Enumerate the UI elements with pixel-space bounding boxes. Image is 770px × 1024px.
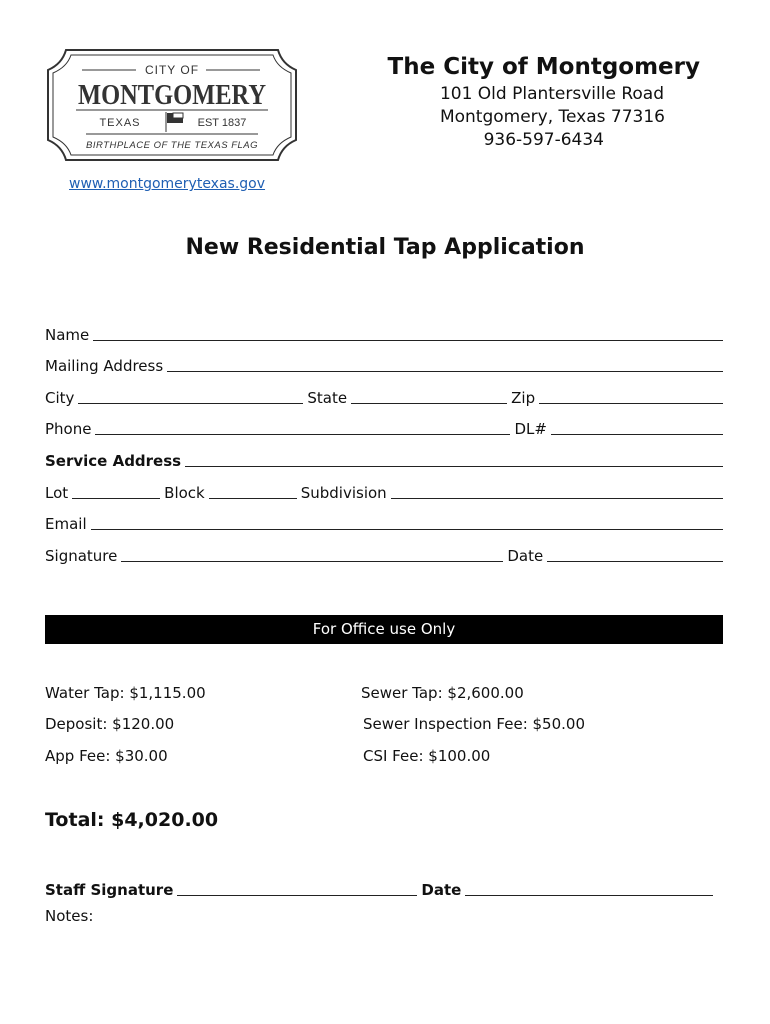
email-field[interactable]: [91, 513, 723, 530]
block-label: Block: [164, 484, 205, 502]
flag-icon: [166, 112, 183, 132]
phone-dl-row: [45, 416, 723, 438]
service-address-field[interactable]: [185, 450, 723, 467]
csi-fee: CSI Fee: $100.00: [363, 747, 491, 765]
city-state-zip-row: [45, 385, 723, 407]
name-row: [45, 322, 723, 344]
name-label: Name: [45, 326, 90, 344]
org-name: The City of Montgomery: [387, 54, 700, 80]
phone-label: Phone: [45, 420, 92, 438]
logo-left-text: TEXAS: [99, 117, 141, 129]
org-address-line2: Montgomery, Texas 77316: [439, 107, 665, 127]
state-field[interactable]: [351, 387, 507, 404]
logo-main-text: MONTGOMERY: [78, 79, 267, 111]
signature-field[interactable]: [121, 545, 503, 562]
state-label: State: [307, 389, 348, 407]
sewer-tap-fee: Sewer Tap: $2,600.00: [361, 684, 524, 702]
signature-row: [45, 543, 723, 565]
staff-signature-row: [45, 877, 723, 899]
city-field[interactable]: [78, 387, 303, 404]
signature-label: Signature: [45, 547, 118, 565]
staff-signature-field[interactable]: [177, 879, 417, 896]
zip-field[interactable]: [539, 387, 723, 404]
logo-right-text: EST 1837: [197, 117, 247, 129]
staff-date-label: Date: [421, 881, 462, 899]
sewer-inspection-fee: Sewer Inspection Fee: $50.00: [363, 715, 585, 733]
org-address-line1: 101 Old Plantersville Road: [439, 84, 664, 104]
staff-signature-label: Staff Signature: [45, 881, 174, 899]
lot-field[interactable]: [72, 482, 160, 499]
logo-top-text: CITY OF: [144, 63, 200, 77]
mailing-address-field[interactable]: [167, 355, 723, 372]
city-logo: [46, 48, 298, 162]
total-amount: Total: $4,020.00: [45, 809, 219, 831]
document-title: New Residential Tap Application: [185, 235, 585, 260]
service-address-row: [45, 448, 723, 470]
mailing-address-label: Mailing Address: [45, 357, 164, 375]
date-field[interactable]: [547, 545, 723, 562]
website-link[interactable]: www.montgomerytexas.gov: [69, 176, 266, 192]
city-label: City: [45, 389, 75, 407]
mailing-address-row: [45, 353, 723, 375]
office-use-header: For Office use Only: [45, 615, 723, 644]
date-label: Date: [507, 547, 544, 565]
zip-label: Zip: [511, 389, 536, 407]
deposit-fee: Deposit: $120.00: [45, 715, 175, 733]
service-address-label: Service Address: [45, 452, 182, 470]
email-label: Email: [45, 515, 87, 533]
block-field[interactable]: [209, 482, 297, 499]
water-tap-fee: Water Tap: $1,115.00: [45, 684, 206, 702]
app-fee: App Fee: $30.00: [45, 747, 168, 765]
staff-date-field[interactable]: [465, 879, 713, 896]
notes-label: Notes:: [45, 907, 94, 925]
phone-field[interactable]: [95, 418, 510, 435]
name-field[interactable]: [93, 324, 723, 341]
logo-bottom-text: BIRTHPLACE OF THE TEXAS FLAG: [85, 140, 259, 151]
lot-label: Lot: [45, 484, 69, 502]
dl-label: DL#: [514, 420, 547, 438]
subdivision-field[interactable]: [391, 482, 723, 499]
org-phone: 936-597-6434: [483, 130, 604, 150]
email-row: [45, 511, 723, 533]
dl-field[interactable]: [551, 418, 723, 435]
subdivision-label: Subdivision: [300, 484, 387, 502]
lot-block-subdivision-row: [45, 480, 723, 502]
